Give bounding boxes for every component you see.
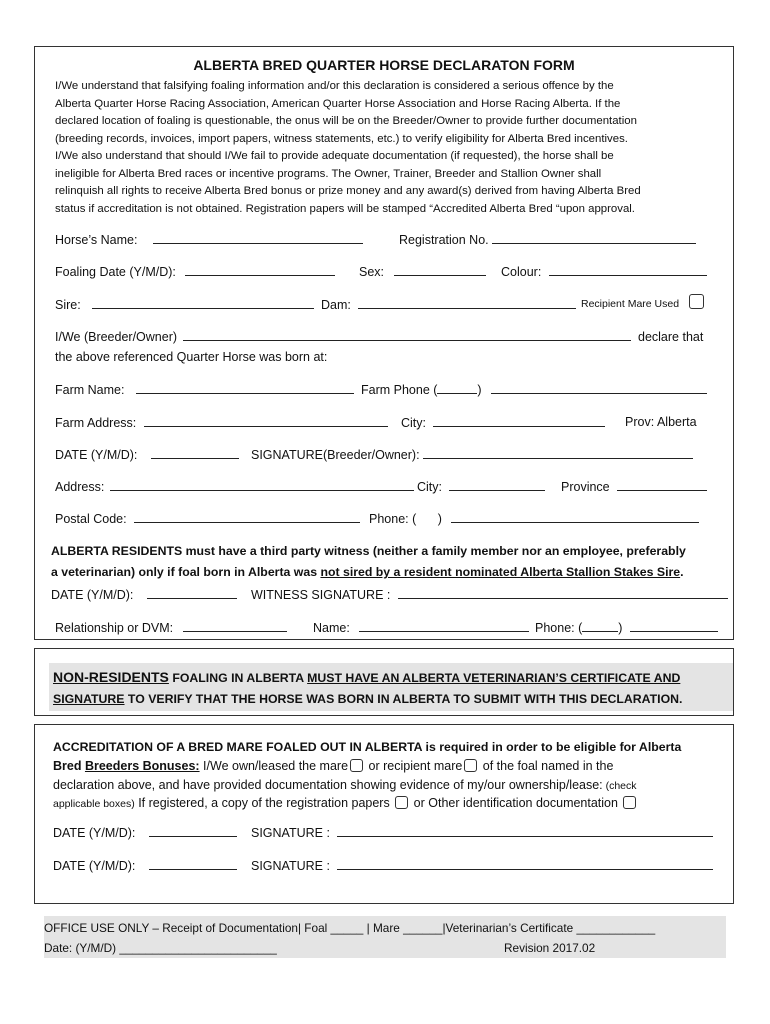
accreditation-evidence: declaration above, and have provided documentation showing evidence of my/our ownership/lease:	[53, 778, 603, 792]
relationship-row	[55, 619, 287, 636]
accreditation-bred: Bred	[53, 759, 85, 773]
residents-line2-b: not sired by a resident nominated Alberta Stallion Stakes Sire	[320, 565, 681, 579]
witness-signature-row	[251, 586, 728, 603]
residents-line2-a: a veterinarian) only if foal born in Alberta was	[51, 565, 321, 579]
horse-name-row	[55, 231, 363, 248]
accreditation-section	[34, 724, 734, 904]
witness-phone-label: Phone: (	[535, 621, 583, 635]
breeder-owner-label: I/We (Breeder/Owner)	[55, 330, 178, 344]
accreditation-signature2-label: SIGNATURE :	[251, 859, 330, 873]
accreditation-date1-field[interactable]	[149, 824, 237, 837]
relationship-field[interactable]	[183, 619, 287, 632]
witness-name-label: Name:	[313, 621, 350, 635]
born-at-text: the above referenced Quarter Horse was born at:	[55, 350, 328, 364]
registration-field[interactable]	[492, 231, 696, 244]
accreditation-applicable: applicable boxes)	[53, 798, 135, 810]
date-label: DATE (Y/M/D):	[55, 448, 138, 462]
city-label: City:	[417, 480, 442, 494]
accreditation-signature2-field[interactable]	[337, 857, 713, 870]
accreditation-date2-field[interactable]	[149, 857, 237, 870]
intro-line: relinquish all rights to receive Alberta Bred bonus or prize money and any award(s) derived from having Alberta Bred	[55, 185, 641, 197]
date-row	[55, 446, 239, 463]
farm-name-row	[55, 381, 354, 398]
foaling-date-label: Foaling Date (Y/M/D):	[55, 265, 176, 279]
accreditation-check: (check	[602, 780, 637, 792]
registration-papers-checkbox[interactable]	[395, 796, 408, 809]
non-residents-line2	[53, 691, 682, 707]
residents-line2-c: .	[680, 565, 684, 579]
witness-date-row	[51, 586, 237, 603]
accreditation-date2-row	[53, 857, 237, 874]
province-field[interactable]	[617, 478, 707, 491]
phone-row	[369, 510, 699, 527]
witness-date-label: DATE (Y/M/D):	[51, 588, 134, 602]
accreditation-line4	[53, 795, 638, 812]
dam-row	[321, 296, 576, 313]
registration-row	[399, 231, 696, 248]
other-documentation-checkbox[interactable]	[623, 796, 636, 809]
signature-breeder-label: SIGNATURE(Breeder/Owner):	[251, 448, 420, 462]
relationship-label: Relationship or DVM:	[55, 621, 174, 635]
residents-line2	[51, 564, 684, 580]
accreditation-line1: ACCREDITATION OF A BRED MARE FOALED OUT IN ALBERTA is required in order to be eligible for Alberta	[53, 740, 682, 754]
witness-phone-field[interactable]	[630, 619, 718, 632]
farm-phone-area-field[interactable]	[437, 381, 477, 394]
accreditation-signature1-label: SIGNATURE :	[251, 826, 330, 840]
accreditation-bonuses: Breeders Bonuses:	[84, 759, 200, 773]
residents-line1: ALBERTA RESIDENTS must have a third party witness (neither a family member nor an employee, preferably	[51, 544, 686, 558]
sex-label: Sex:	[359, 265, 385, 279]
accreditation-line3	[53, 777, 637, 794]
recipient-mare-row	[581, 294, 706, 312]
address-row	[55, 478, 414, 495]
date-field[interactable]	[151, 446, 239, 459]
colour-field[interactable]	[549, 263, 707, 276]
farm-phone-field[interactable]	[491, 381, 707, 394]
intro-paragraph	[55, 78, 717, 218]
non-residents-c: MUST HAVE AN ALBERTA VETERINARIAN’S CERTIFICATE AND	[307, 671, 681, 685]
accreditation-date1-label: DATE (Y/M/D):	[53, 826, 136, 840]
accreditation-foal-named: of the foal named in the	[479, 759, 614, 773]
postal-code-label: Postal Code:	[55, 512, 127, 526]
sex-row	[359, 263, 486, 280]
farm-address-label: Farm Address:	[55, 416, 137, 430]
city-row	[417, 478, 545, 495]
intro-line: I/We understand that falsifying foaling information and/or this declaration is considered a serious offence by the	[55, 80, 614, 92]
declare-that-label: declare that	[638, 330, 704, 344]
intro-line: I/We also understand that should I/We fail to provide adequate documentation (if requested), the horse shall be	[55, 150, 614, 162]
non-residents-b: FOALING IN ALBERTA	[168, 671, 308, 685]
dam-label: Dam:	[321, 298, 351, 312]
non-residents-heading: NON-RESIDENTS	[53, 669, 169, 685]
signature-breeder-row	[251, 446, 693, 463]
farm-city-field[interactable]	[433, 414, 605, 427]
province-label: Province	[561, 480, 610, 494]
form-title: ALBERTA BRED QUARTER HORSE DECLARATON FORM	[193, 57, 575, 73]
farm-address-row	[55, 414, 388, 431]
horse-name-label: Horse’s Name:	[55, 233, 138, 247]
accreditation-date1-row	[53, 824, 237, 841]
non-residents-e: TO VERIFY THAT THE HORSE WAS BORN IN ALBERTA TO SUBMIT WITH THIS DECLARATION.	[124, 692, 683, 706]
colour-label: Colour:	[501, 265, 542, 279]
office-use-line1: OFFICE USE ONLY – Receipt of Documentation| Foal _____ | Mare ______|Veterinarian’s Certificate ____________	[44, 921, 656, 935]
province-row	[561, 478, 707, 495]
witness-phone-row	[535, 619, 718, 636]
intro-line: Alberta Quarter Horse Racing Association, American Quarter Horse Association and Horse Racing Alberta. If the	[55, 97, 621, 110]
accreditation-registered: If registered, a copy of the registration papers	[134, 796, 390, 810]
phone-label: Phone: (	[369, 512, 417, 526]
colour-row	[501, 263, 707, 280]
witness-signature-label: WITNESS SIGNATURE :	[251, 588, 391, 602]
registration-label: Registration No.	[399, 233, 489, 247]
accreditation-signature2-row	[251, 857, 713, 874]
postal-code-row	[55, 510, 360, 527]
phone-field[interactable]	[451, 510, 699, 523]
witness-signature-field[interactable]	[398, 586, 728, 599]
farm-name-field[interactable]	[136, 381, 354, 394]
intro-line: declared location of foaling is questionable, the onus will be on the Breeder/Owner to provide further documentation	[55, 115, 637, 127]
recipient-mare-checkbox[interactable]	[689, 294, 704, 309]
address-label: Address:	[55, 480, 105, 494]
farm-phone-label: Farm Phone (	[361, 383, 438, 397]
sex-field[interactable]	[394, 263, 486, 276]
accreditation-signature1-row	[251, 824, 713, 841]
farm-address-field[interactable]	[144, 414, 388, 427]
accreditation-own-mare: I/We own/leased the mare	[199, 759, 349, 773]
sire-label: Sire:	[55, 298, 81, 312]
signature-breeder-field[interactable]	[423, 446, 693, 459]
address-field[interactable]	[110, 478, 414, 491]
intro-line: status if accreditation is not obtained. Registration papers will be stamped “Accredited Alberta Bred “upon approval.	[55, 202, 635, 215]
phone-paren: )	[437, 512, 442, 526]
non-residents-section	[34, 648, 734, 716]
accreditation-date2-label: DATE (Y/M/D):	[53, 859, 136, 873]
farm-city-row	[401, 414, 605, 431]
non-residents-line1	[53, 669, 680, 686]
accreditation-signature1-field[interactable]	[337, 824, 713, 837]
farm-city-label: City:	[401, 416, 426, 430]
breeder-owner-row	[55, 328, 703, 345]
revision-label: Revision 2017.02	[504, 941, 596, 955]
horse-name-field[interactable]	[153, 231, 363, 244]
postal-code-field[interactable]	[134, 510, 360, 523]
non-residents-d: SIGNATURE	[53, 692, 125, 706]
witness-name-row	[313, 619, 529, 636]
foaling-date-field[interactable]	[185, 263, 335, 276]
witness-phone-area-field[interactable]	[582, 619, 618, 632]
prov-alberta: Prov: Alberta	[625, 415, 697, 429]
farm-name-label: Farm Name:	[55, 383, 125, 397]
farm-phone-row	[361, 381, 707, 398]
breeder-owner-field[interactable]	[183, 328, 631, 341]
accreditation-recipient: or recipient mare	[365, 759, 463, 773]
sire-row	[55, 296, 314, 313]
accreditation-other: or Other identification documentation	[410, 796, 618, 810]
accreditation-line2	[53, 758, 613, 774]
own-mare-checkbox[interactable]	[350, 759, 363, 772]
foaling-date-row	[55, 263, 335, 280]
recipient-mare-label: Recipient Mare Used	[581, 298, 680, 310]
city-field[interactable]	[449, 478, 545, 491]
witness-date-field[interactable]	[147, 586, 237, 599]
dam-field[interactable]	[358, 296, 576, 309]
intro-line: ineligible for Alberta Bred races or incentive programs. The Owner, Trainer, Breeder and Stallion Owner shall	[55, 167, 602, 180]
office-use-line2: Date: (Y/M/D) ________________________	[44, 941, 277, 955]
recipient-mare-checkbox-2[interactable]	[464, 759, 477, 772]
sire-field[interactable]	[92, 296, 314, 309]
farm-phone-paren: )	[477, 383, 482, 397]
witness-phone-paren: )	[618, 621, 623, 635]
witness-name-field[interactable]	[359, 619, 529, 632]
intro-line: (breeding records, invoices, import papers, witness statements, etc.) to verify eligibility for Alberta Bred incentives.	[55, 132, 628, 145]
declaration-section	[34, 46, 734, 640]
